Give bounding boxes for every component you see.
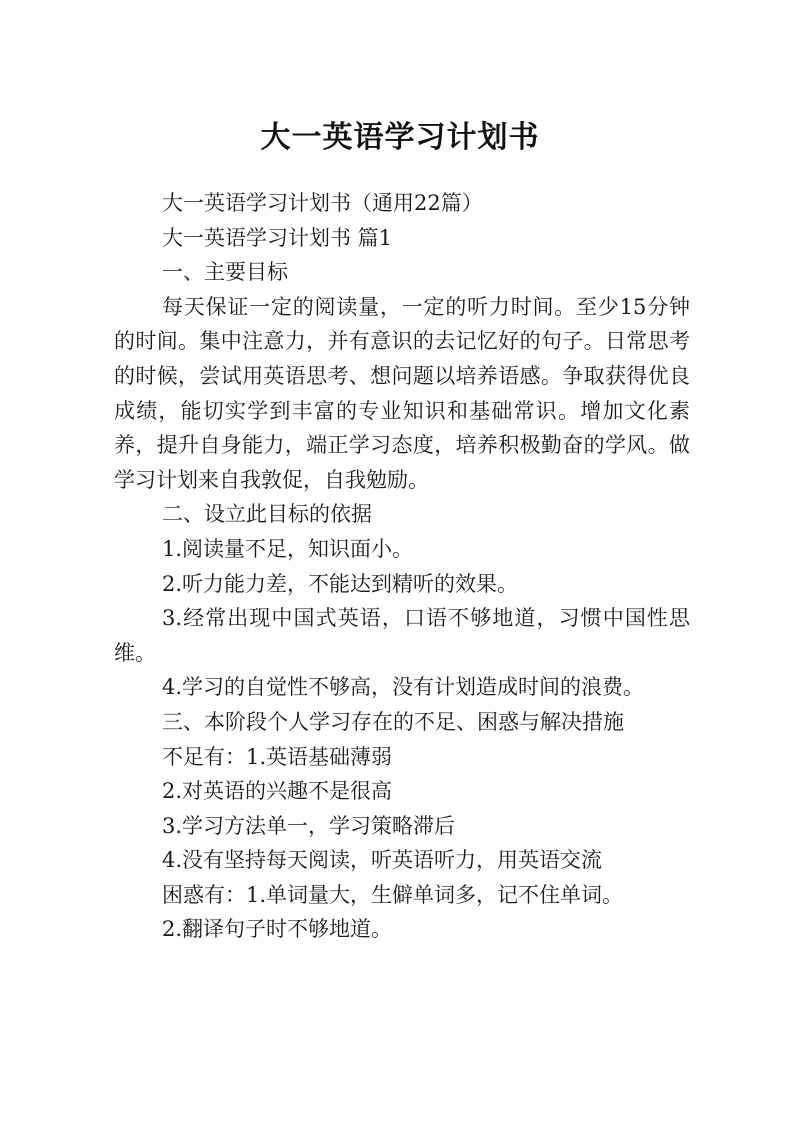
list-item: 4.没有坚持每天阅读，听英语听力，用英语交流 [162,848,603,873]
list-item: 2.听力能力差，不能达到精听的效果。 [162,571,519,596]
list-item: 3.经常出现中国式英语，口语不够地道，习惯中国性思维。 [114,606,690,665]
list-item: 2.对英语的兴趣不是很高 [162,779,393,804]
paragraph-section-heading: 大一英语学习计划书 篇1 [162,225,393,250]
list-item: 3.学习方法单一，学习策略滞后 [162,813,456,838]
paragraph-heading-basis: 二、设立此目标的依据 [162,502,372,527]
document-body [114,186,690,947]
list-item: 1.阅读量不足，知识面小。 [162,536,414,561]
document-title: 大一英语学习计划书 [260,120,540,156]
list-item: 困惑有：1.单词量大，生僻单词多，记不住单词。 [162,882,624,907]
list-item: 4.学习的自觉性不够高，没有计划造成时间的浪费。 [162,675,645,700]
paragraph-heading-problems: 三、本阶段个人学习存在的不足、困惑与解决措施 [162,709,624,734]
list-item: 2.翻译句子时不够地道。 [162,917,393,942]
paragraph-heading-goals: 一、主要目标 [162,260,288,285]
paragraph-goals-body: 每天保证一定的阅读量，一定的听力时间。至少15分钟的时间。集中注意力，并有意识的去记忆好的句子。日常思考的时候，尝试用英语思考、想问题以培养语感。争取获得优良成绩，能切实学到丰富的专业知识和基础常识。增加文化素养，提升自身能力，端正学习态度，培养积极勤奋的学风。做学习计划来自我敦促，自我勉励。 [114,294,690,492]
list-item: 不足有：1.英语基础薄弱 [162,744,393,769]
paragraph-subtitle: 大一英语学习计划书（通用22篇） [162,191,483,215]
